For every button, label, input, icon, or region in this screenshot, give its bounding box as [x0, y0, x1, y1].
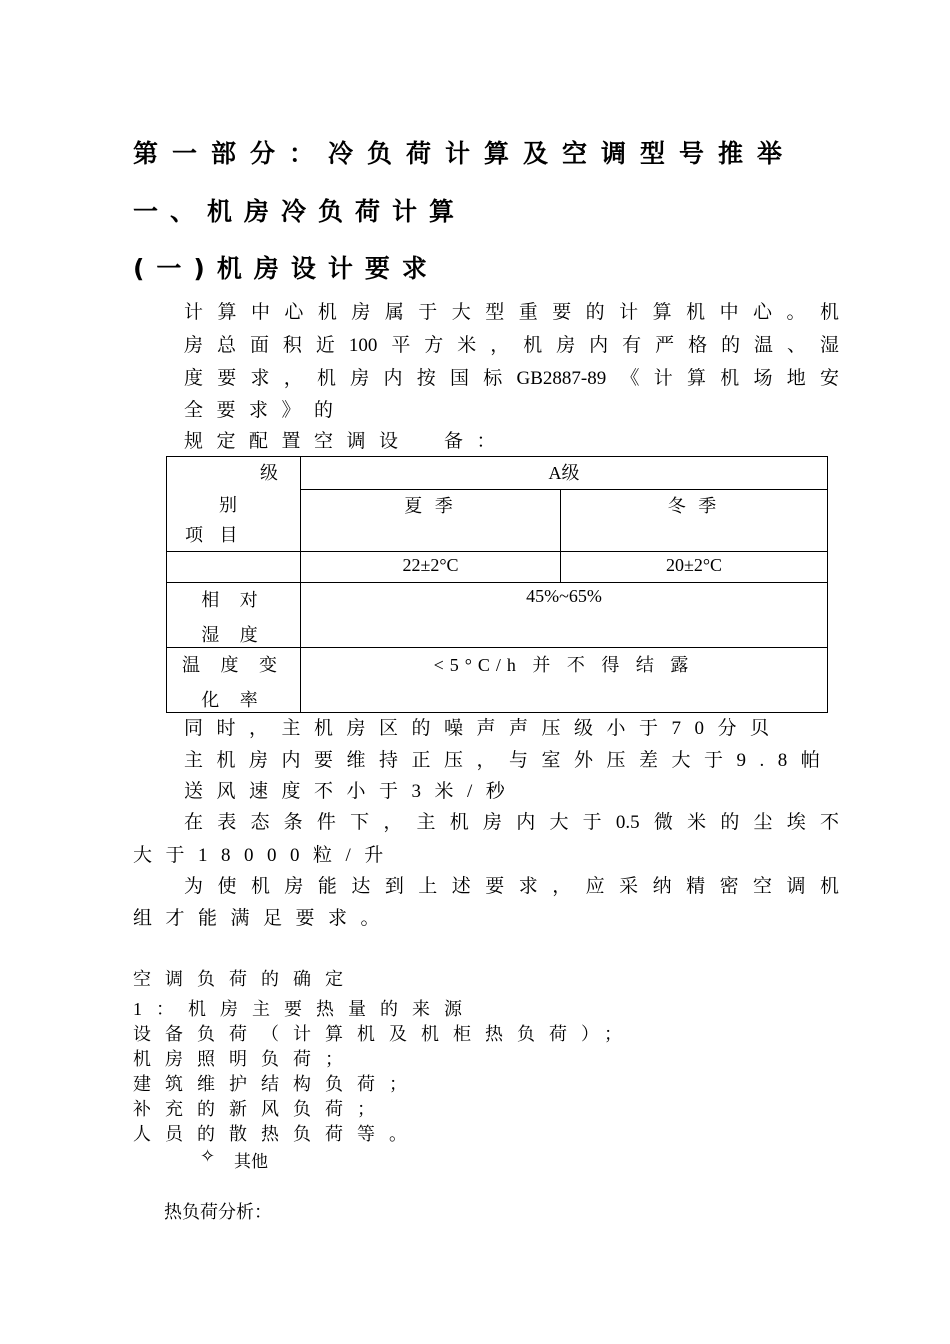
conclusion-line-2: 组才能满足要求。	[133, 908, 394, 929]
winter-header-cell	[561, 490, 828, 552]
humidity-label-cell	[167, 583, 301, 648]
conclusion-line-1: 为使机房能达到上述要求，应采纳精密空调机	[184, 876, 839, 897]
part-heading: 第一部分：冷负荷计算及空调型号推举	[133, 139, 797, 168]
intro-line-1: 计算中心机房属于大型重要的计算机中心。机	[184, 302, 839, 323]
diamond-bullet-icon: ✧	[200, 1146, 216, 1166]
humidity-value-cell	[301, 583, 828, 648]
heat-source-item: 补充的新风负荷；	[133, 1099, 389, 1119]
load-title: 空调负荷的确定	[133, 969, 357, 989]
temp-label-cell	[167, 552, 301, 583]
intro-line-3: 度要求，机房内按国标GB2887-89《计算机场地安	[184, 368, 839, 389]
dust-requirement-line-1: 在表态条件下，主机房内大于0.5微米的尘埃不	[184, 812, 839, 833]
rate-label-line-2: 化 率	[201, 690, 266, 710]
grade-header: A级	[548, 463, 580, 483]
rate-value: <5°C/h 并 不 得 结 露	[433, 655, 695, 675]
heat-source-heading: 1：机房主要热量的来源	[133, 999, 476, 1019]
heat-load-analysis-label: 热负荷分析：	[164, 1202, 272, 1222]
summer-header-cell	[301, 490, 561, 552]
humidity-label-line-1: 相 对	[201, 590, 266, 610]
rate-label-line-1: 温 度 变	[182, 655, 285, 675]
corner-grade-label: 级	[260, 463, 278, 483]
pressure-requirement: 主机房内要维持正压，与室外压差大于9.8帕	[184, 750, 834, 771]
heat-source-item: 机房照明负荷；	[133, 1049, 357, 1069]
other-item: 其他	[234, 1152, 268, 1171]
section-heading: 一、机房冷负荷计算	[133, 197, 467, 226]
air-speed-requirement: 送风速度不小于3米/秒	[184, 781, 519, 802]
intro-line-4: 全要求》的	[184, 400, 347, 421]
temp-summer-cell	[301, 552, 561, 583]
noise-requirement: 同时，主机房区的噪声声压级小于70分贝	[184, 718, 783, 739]
header-corner-cell	[167, 457, 301, 552]
heat-source-item: 建筑维护结构负荷；	[133, 1074, 421, 1094]
dust-requirement-line-2: 大于18000粒/升	[133, 845, 397, 866]
temp-summer-value: 22±2°C	[402, 555, 459, 575]
intro-line-5: 规定配置空调设 备：	[184, 431, 510, 452]
corner-item-label: 项 目	[185, 525, 244, 545]
humidity-label-line-2: 湿 度	[201, 625, 266, 645]
rate-value-cell	[301, 648, 828, 713]
summer-header: 夏 季	[404, 496, 457, 516]
spec-table	[166, 456, 828, 713]
temp-winter-cell	[561, 552, 828, 583]
heat-source-item: 人员的散热负荷等。	[133, 1124, 421, 1144]
temp-winter-value: 20±2°C	[665, 555, 723, 575]
subsection-heading: (一)机房设计要求	[133, 254, 439, 283]
corner-level-label: 别	[219, 495, 237, 515]
heat-source-item: 设备负荷（计算机及机柜热负荷）；	[133, 1024, 636, 1044]
humidity-value: 45%~65%	[526, 586, 602, 606]
winter-header: 冬 季	[667, 496, 721, 516]
intro-line-2: 房总面积近100平方米，机房内有严格的温、湿	[184, 335, 839, 356]
rate-label-cell	[167, 648, 301, 713]
grade-header-cell	[301, 457, 828, 490]
